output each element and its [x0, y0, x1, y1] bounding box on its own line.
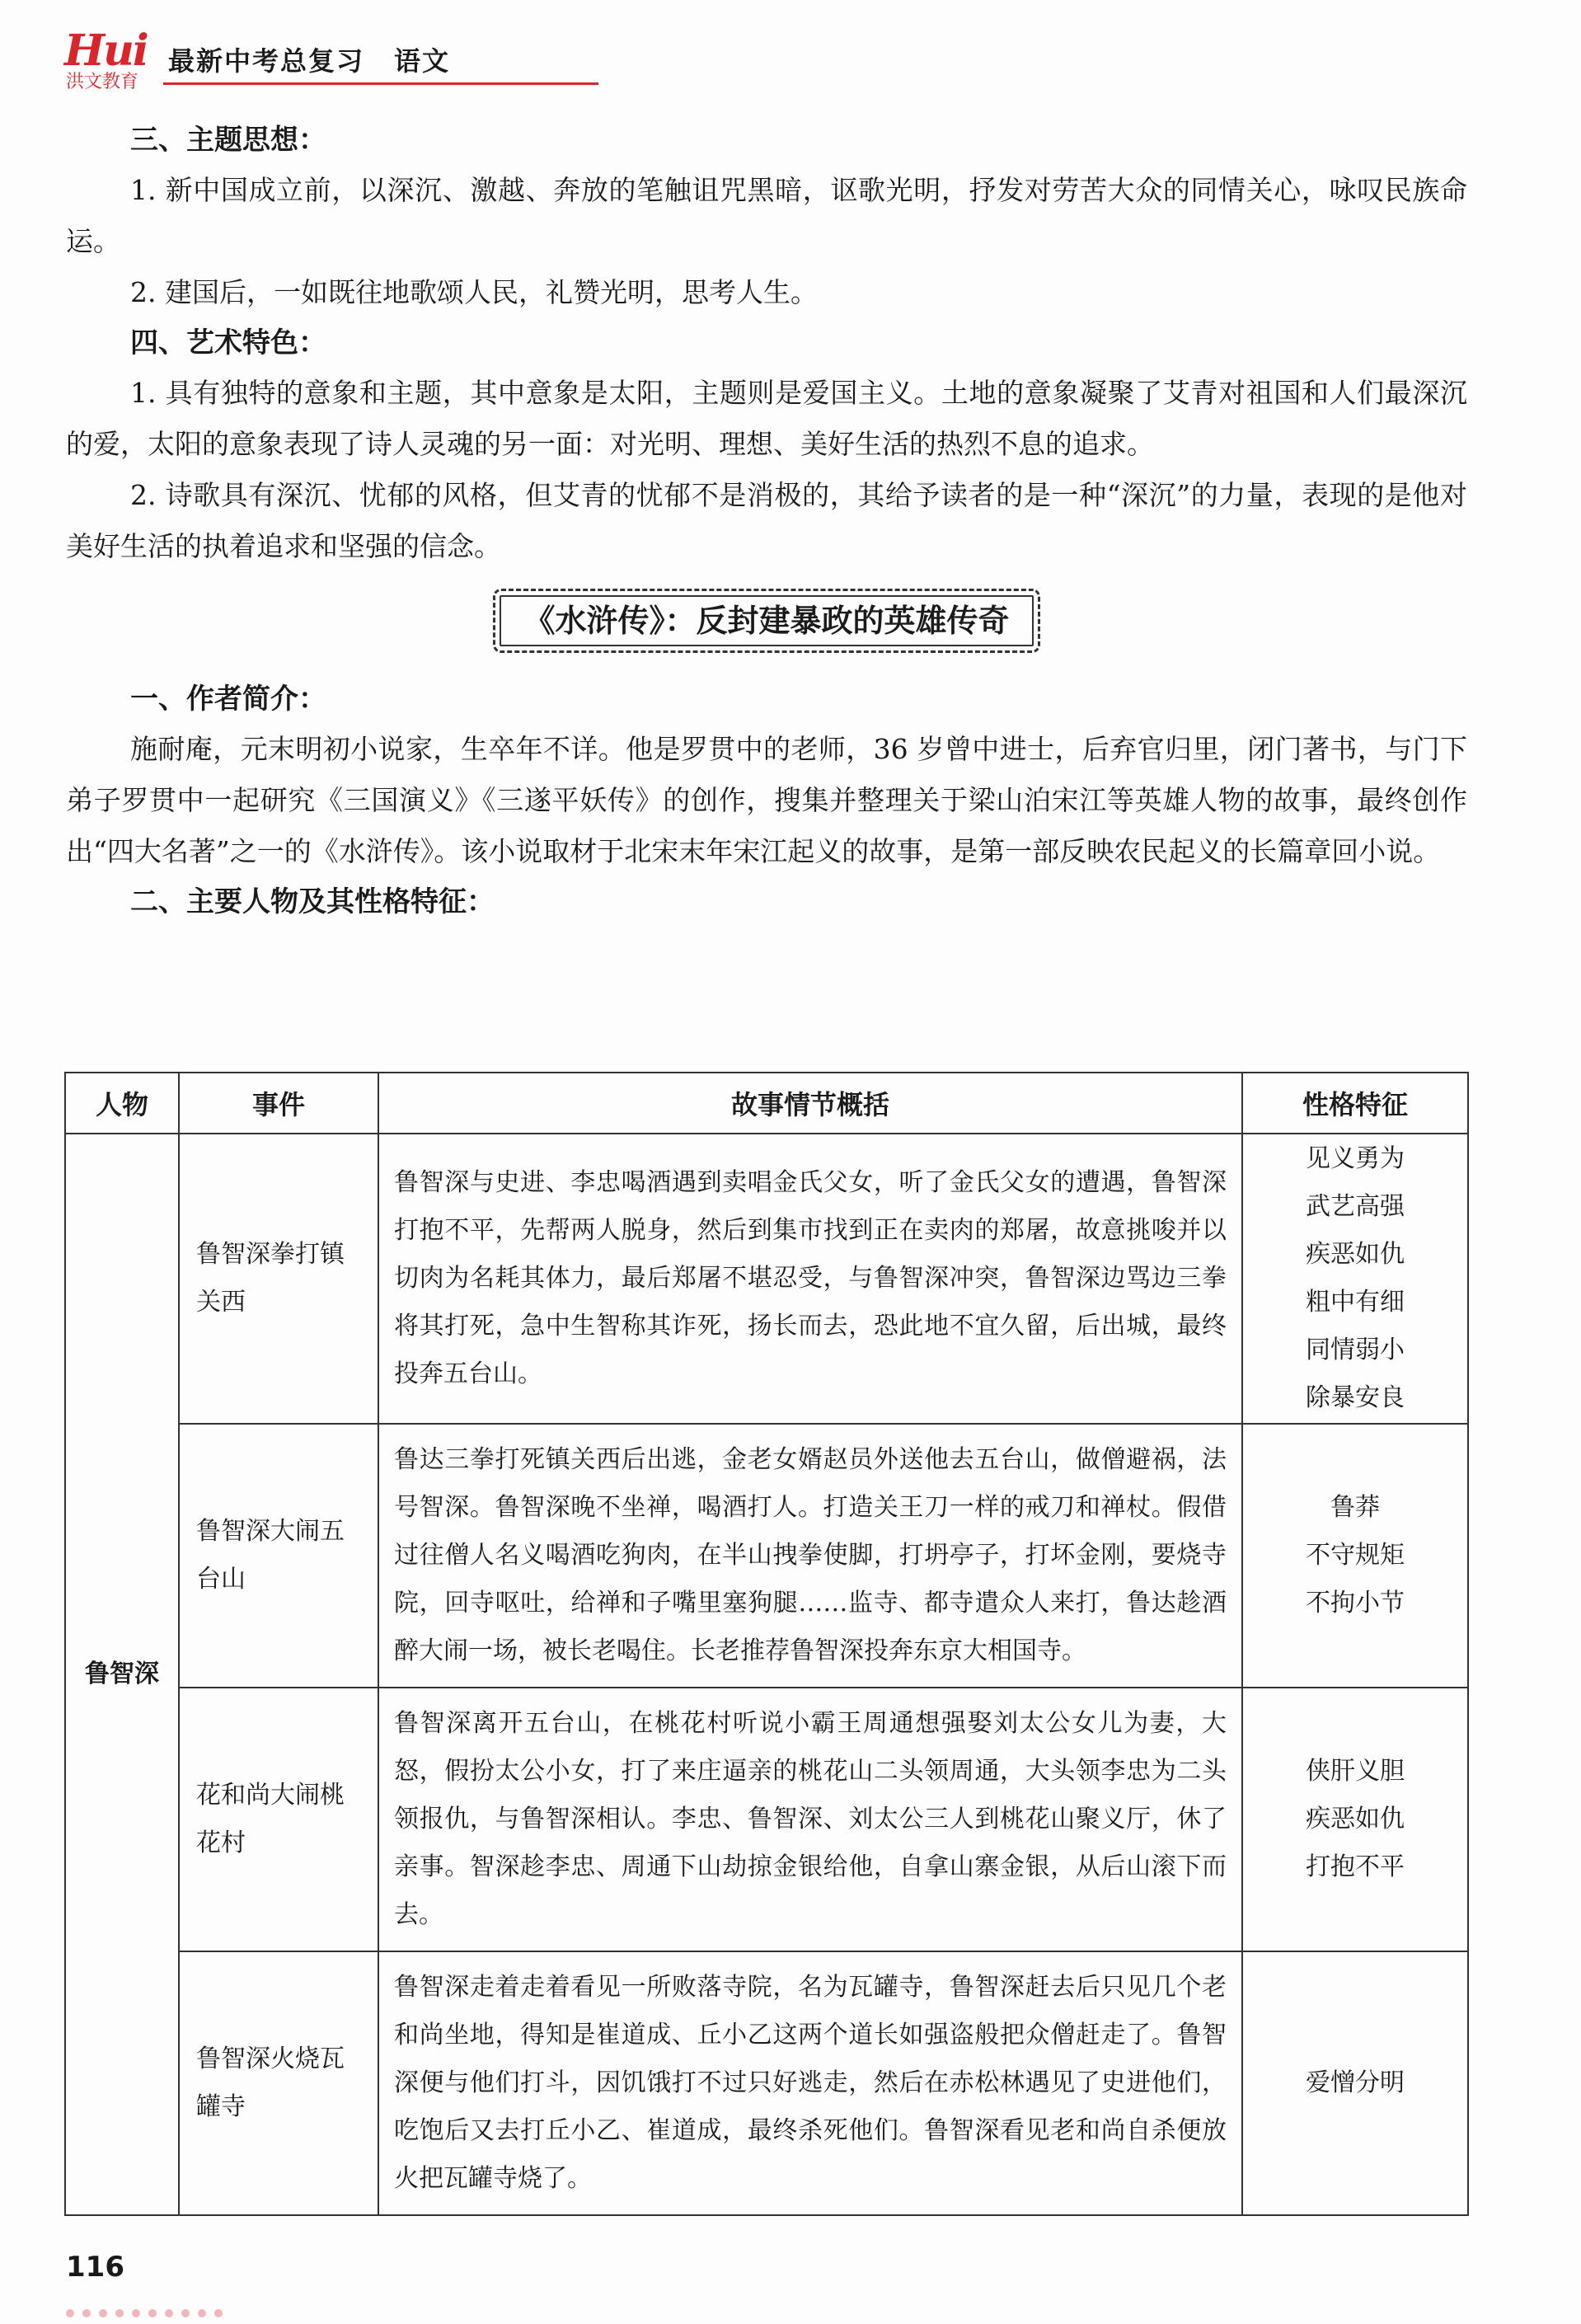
- chapter-banner-wrap: [66, 589, 1467, 653]
- person-cell: 鲁智深: [65, 1134, 179, 2215]
- plot-cell: 鲁智深走着走着看见一所败落寺院，名为瓦罐寺，鲁智深赶去后只见几个老和尚坐地，得知是崔道成、丘小乙这两个道长如强盗般把众僧赶走了。鲁智深便与他们打斗，因饥饿打不过只好逃走，然后在赤松林遇见了史进他们，吃饱后又去打丘小乙、崔道成，最终杀死他们。鲁智深看见老和尚自杀便放火把瓦罐寺烧了。: [378, 1951, 1242, 2215]
- table-row: [65, 1951, 1468, 2215]
- art-paragraph-2: 2. 诗歌具有深沉、忧郁的风格，但艾青的忧郁不是消极的，其给予读者的是一种“深沉”的力量，表现的是他对美好生活的执着追求和坚强的信念。: [66, 479, 1467, 562]
- page-body: [66, 115, 1467, 927]
- theme-paragraph-1: 1. 新中国成立前，以深沉、激越、奔放的笔触诅咒黑暗，讴歌光明，抒发对劳苦大众的同情关心，咏叹民族命运。: [66, 174, 1467, 257]
- trait-item: 见义勇为: [1306, 1144, 1405, 1173]
- column-header-plot: 故事情节概括: [378, 1073, 1242, 1134]
- footer-decoration: [0, 2303, 1581, 2324]
- plot-cell: 鲁智深与史进、李忠喝酒遇到卖唱金氏父女，听了金氏父女的遭遇，鲁智深打抱不平，先帮两人脱身，然后到集市找到正在卖肉的郑屠，故意挑唆并以切肉为名耗其体力，最后郑屠不堪忍受，与鲁智深冲突，鲁智深边骂边三拳将其打死，急中生智称其诈死，扬长而去，恐此地不宜久留，后出城，最终投奔五台山。: [378, 1134, 1242, 1424]
- plot-cell: 鲁达三拳打死镇关西后出逃，金老女婿赵员外送他去五台山，做僧避祸，法号智深。鲁智深晚不坐禅，喝酒打人。打造关王刀一样的戒刀和禅杖。假借过往僧人名义喝酒吃狗肉，在半山拽拳使脚，打坍亭子，打坏金刚，要烧寺院，回寺呕吐，给禅和子嘴里塞狗腿……监寺、都寺遣众人来打，鲁达趁酒醉大闹一场，被长老喝住。长老推荐鲁智深投奔东京大相国寺。: [378, 1424, 1242, 1688]
- chapter-banner: 《水浒传》：反封建暴政的英雄传奇: [493, 589, 1039, 653]
- page-header: [64, 28, 534, 94]
- book-title: [168, 45, 450, 77]
- trait-item: 侠肝义胆: [1306, 1757, 1405, 1786]
- traits-cell: [1242, 1688, 1468, 1951]
- trait-item: 同情弱小: [1306, 1336, 1405, 1364]
- trait-item: 武艺高强: [1306, 1192, 1405, 1221]
- traits-cell: [1242, 1424, 1468, 1688]
- art-heading: 四、艺术特色：: [130, 326, 326, 359]
- brand-logo: Hui: [64, 26, 148, 76]
- trait-item: 疾恶如仇: [1306, 1805, 1405, 1833]
- brand-name: 洪文教育: [66, 72, 139, 92]
- table-header-row: [65, 1073, 1468, 1134]
- table-row: [65, 1688, 1468, 1951]
- character-table: [64, 1072, 1469, 2216]
- table-row: [65, 1134, 1468, 1424]
- trait-item: 粗中有细: [1306, 1288, 1405, 1317]
- theme-heading: 三、主题思想：: [130, 124, 326, 157]
- column-header-traits: 性格特征: [1242, 1073, 1468, 1134]
- trait-item: 不守规矩: [1306, 1541, 1405, 1570]
- trait-item: 除暴安良: [1306, 1383, 1405, 1412]
- book-title-text: 最新中考总复习: [168, 45, 365, 77]
- trait-item: 鲁莽: [1330, 1493, 1380, 1522]
- author-heading: 一、作者简介：: [130, 683, 326, 716]
- characters-heading: 二、主要人物及其性格特征：: [130, 885, 495, 918]
- trait-item: 爱憎分明: [1306, 2068, 1405, 2097]
- traits-cell: [1242, 1951, 1468, 2215]
- author-paragraph: 施耐庵，元末明初小说家，生卒年不详。他是罗贯中的老师，36 岁曾中进士，后弃官归里，闭门著书，与门下弟子罗贯中一起研究《三国演义》《三遂平妖传》的创作，搜集并整理关于梁山泊宋江等英雄人物的故事，最终创作出“四大名著”之一的《水浒传》。该小说取材于北宋末年宋江起义的故事，是第一部反映农民起义的长篇章回小说。: [66, 733, 1467, 867]
- header-rule: [163, 82, 598, 85]
- event-cell: 鲁智深火烧瓦罐寺: [179, 1951, 378, 2215]
- page-number: 116: [66, 2251, 124, 2284]
- art-paragraph-1: 1. 具有独特的意象和主题，其中意象是太阳，主题则是爱国主义。土地的意象凝聚了艾青对祖国和人们最深沉的爱，太阳的意象表现了诗人灵魂的另一面：对光明、理想、美好生活的热烈不息的追求。: [66, 377, 1467, 460]
- column-header-event: 事件: [179, 1073, 378, 1134]
- theme-paragraph-2: 2. 建国后，一如既往地歌颂人民，礼赞光明，思考人生。: [130, 276, 818, 308]
- plot-cell: 鲁智深离开五台山，在桃花村听说小霸王周通想强娶刘太公女儿为妻，大怒，假扮太公小女，打了来庄逼亲的桃花山二头领周通，大头领李忠为二头领报仇，与鲁智深相认。李忠、鲁智深、刘太公三人到桃花山聚义厅，休了亲事。智深趁李忠、周通下山劫掠金银给他，自拿山寨金银，从后山滚下而去。: [378, 1688, 1242, 1951]
- event-cell: 花和尚大闹桃花村: [179, 1688, 378, 1951]
- subject-label: 语文: [394, 45, 451, 77]
- event-cell: 鲁智深拳打镇关西: [179, 1134, 378, 1424]
- trait-item: 不拘小节: [1306, 1589, 1405, 1617]
- trait-item: 疾恶如仇: [1306, 1240, 1405, 1269]
- traits-cell: [1242, 1134, 1468, 1424]
- event-cell: 鲁智深大闹五台山: [179, 1424, 378, 1688]
- table-row: [65, 1424, 1468, 1688]
- trait-item: 打抱不平: [1306, 1852, 1405, 1881]
- column-header-person: 人物: [65, 1073, 179, 1134]
